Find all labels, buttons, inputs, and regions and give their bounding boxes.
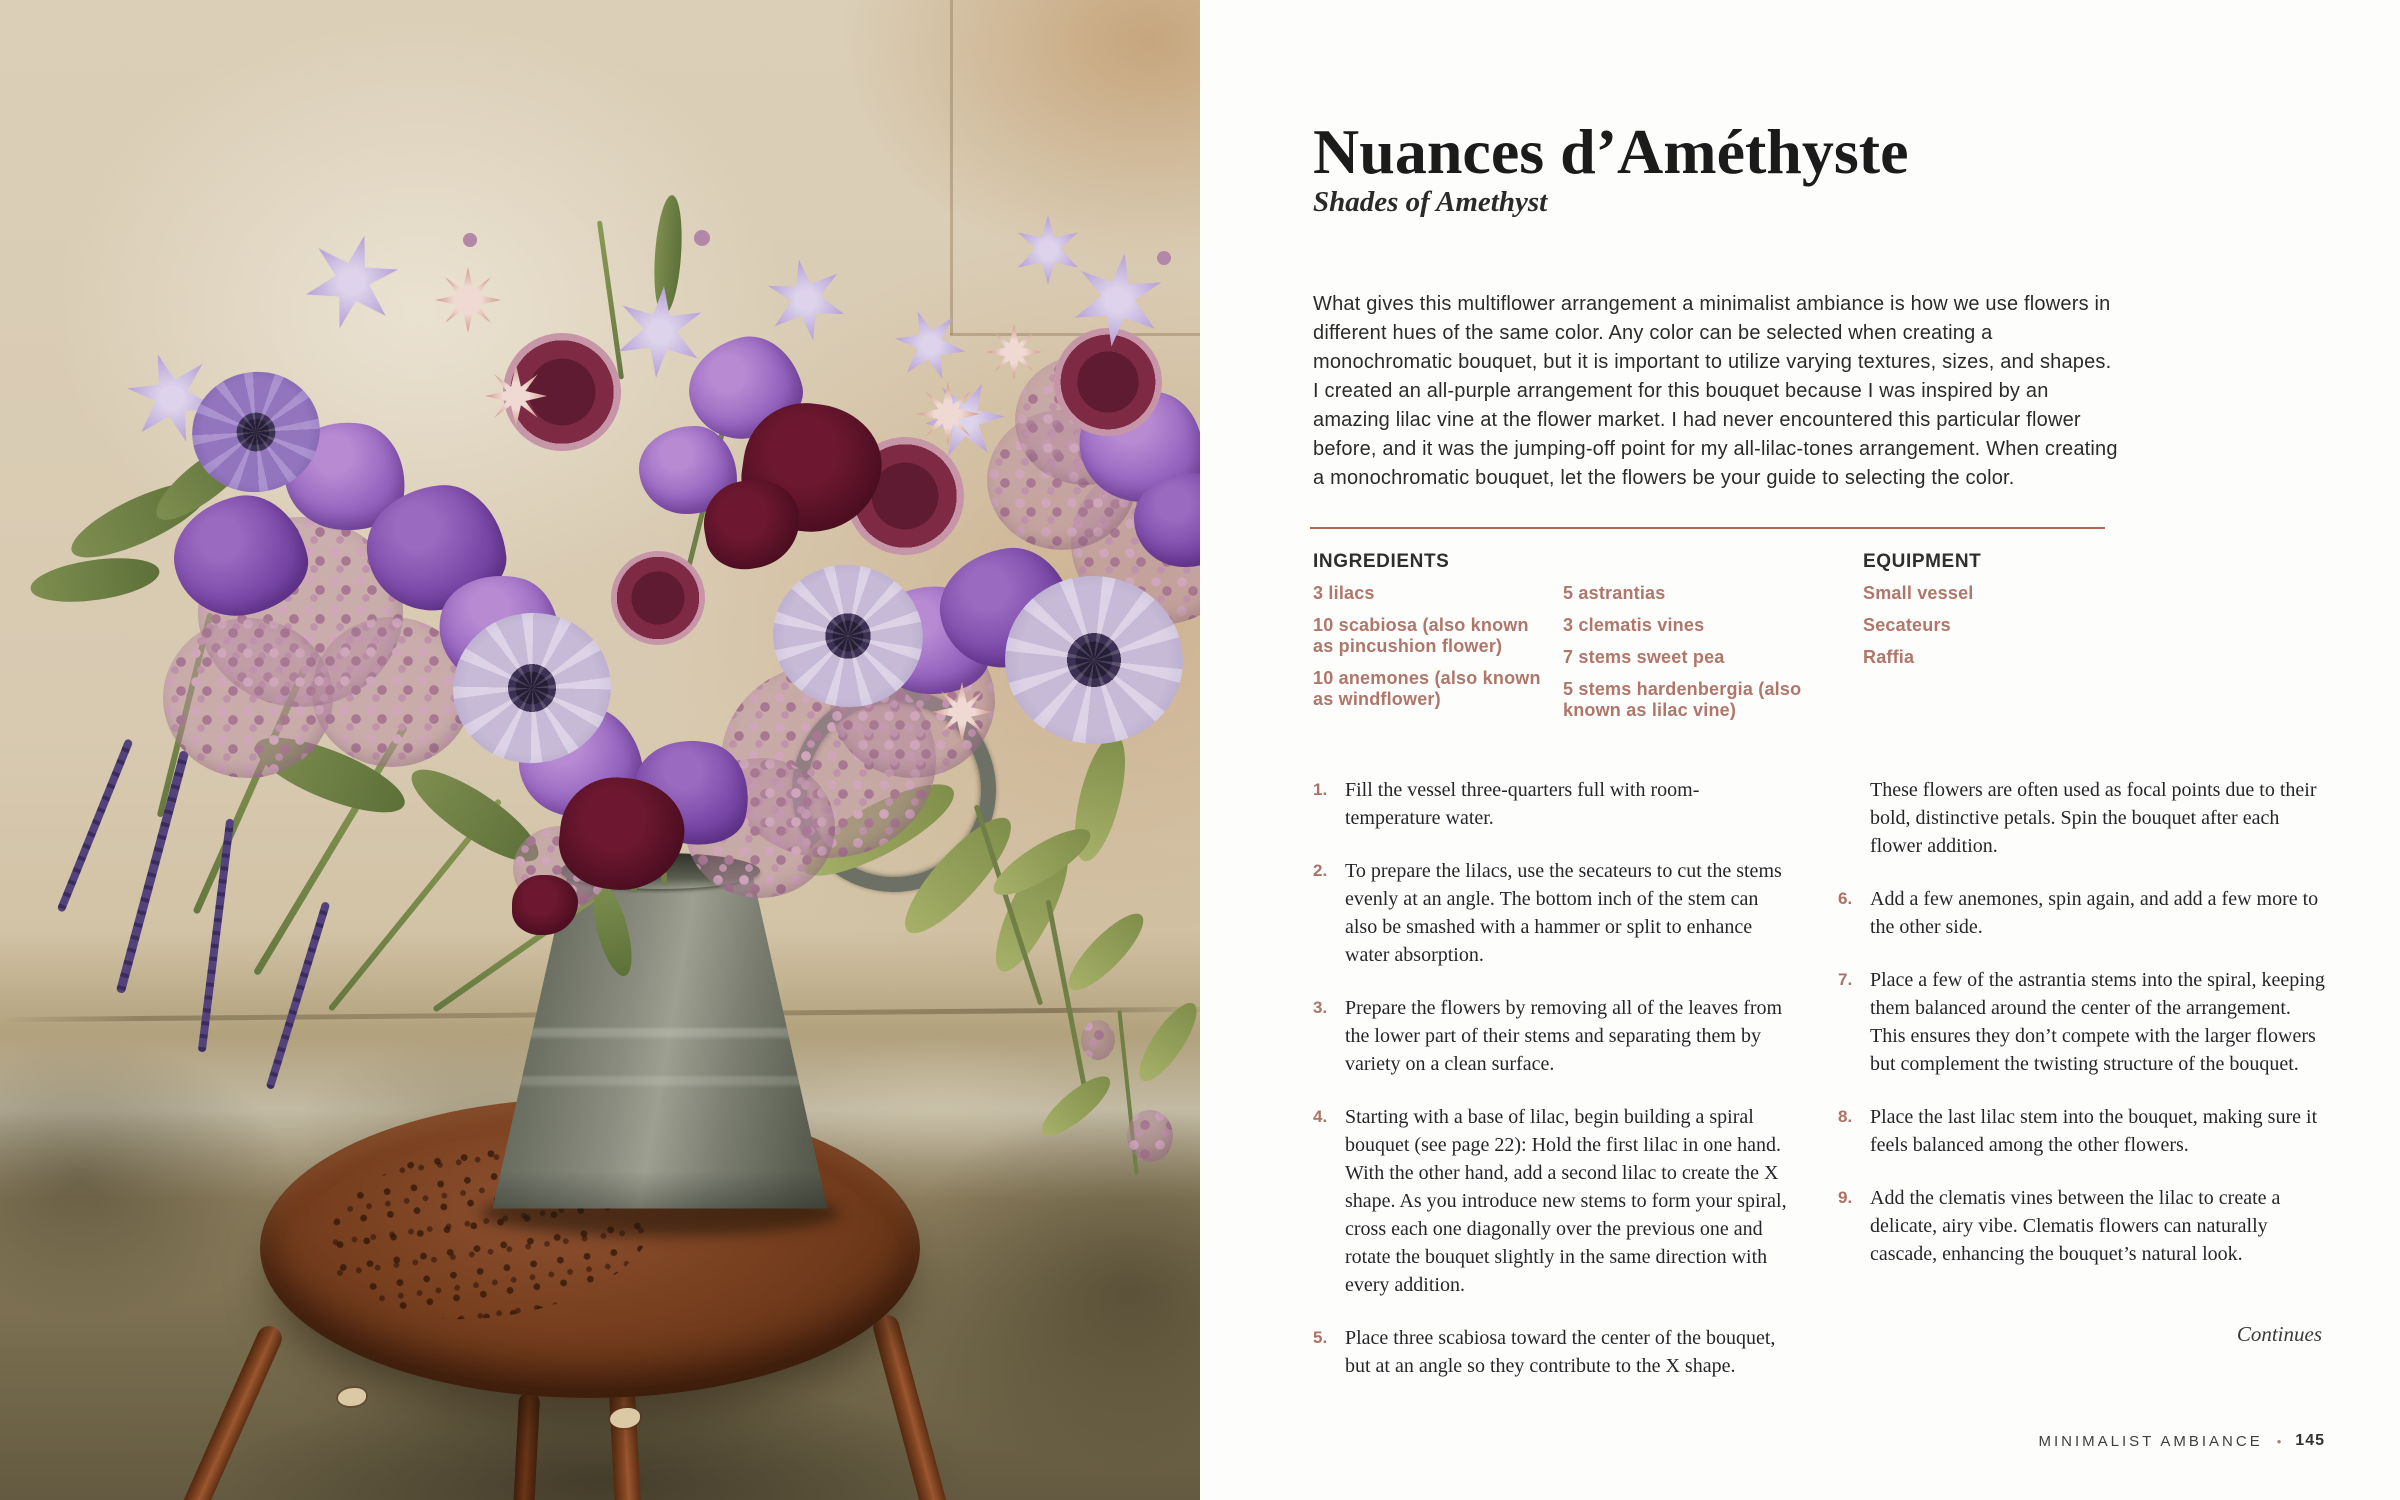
step-number: 5. xyxy=(1313,1328,1328,1347)
intro-paragraph: What gives this multiflower arrangement a minimalist ambiance is how we use flowers in different hues of the same color. Any color can be selected when creating a monochromatic bouquet, but it is important to utilize varying textures, sizes, and shapes. I created an all-purple arrangement for this bouquet because I was inspired by an amazing lilac vine at the flower market. I had never encountered this particular flower before, and it was the jumping-off point for my all-lilac-tones arrangement. When creating a monochromatic bouquet, let the flowers be your guide to selecting the color. xyxy=(1313,293,2118,489)
wine-flower xyxy=(512,875,578,935)
leaf-flower xyxy=(651,194,685,316)
step-item xyxy=(1313,994,1793,1078)
clematis-flower xyxy=(293,223,411,341)
ingredient-item: 7 stems sweet pea xyxy=(1563,647,1725,667)
footer-page-number: 145 xyxy=(2295,1432,2325,1449)
step-text: Prepare the flowers by removing all of the leaves from the lower part of their stems and separating them by variety on a clean surface. xyxy=(1345,997,1783,1075)
leaf-flower xyxy=(1130,995,1200,1088)
footer-dot-icon: • xyxy=(2276,1433,2282,1449)
page-subtitle: Shades of Amethyst xyxy=(1313,186,1548,219)
scabiosa-flower xyxy=(1054,328,1162,436)
step-item xyxy=(1838,1184,2327,1268)
step-item xyxy=(1313,1324,1793,1380)
vine-flower xyxy=(115,750,188,994)
step-item xyxy=(1838,1103,2327,1159)
step-text: Starting with a base of lilac, begin building a spiral bouquet (see page 22): Hold the first lilac in one hand. With the other hand, add a second lilac to create the X shape. As you introduce new stems to form your spiral, cross each one diagonally over the previous one and rotate the bouquet slightly in the same direction with every addition. xyxy=(1345,1106,1787,1296)
equipment-heading: EQUIPMENT xyxy=(1863,551,1982,572)
step-number: 1. xyxy=(1313,780,1328,799)
ingredients-heading: INGREDIENTS xyxy=(1313,551,1450,572)
step-item xyxy=(1838,885,2327,941)
page-title: Nuances d’Améthyste xyxy=(1313,115,1909,187)
ingredient-item: 10 scabiosa (also known as pincushion flower) xyxy=(1313,615,1529,656)
bud-flower xyxy=(1157,251,1171,265)
step-number: 9. xyxy=(1838,1188,1853,1207)
astrantia-flower xyxy=(932,682,992,742)
leaf-flower xyxy=(28,551,162,609)
recipe-page xyxy=(1200,0,2400,1500)
step-text: Fill the vessel three-quarters full with room-temperature water. xyxy=(1345,779,1700,829)
ingredients-column-1 xyxy=(1313,583,1549,721)
step-item xyxy=(1313,1103,1793,1299)
equipment-item: Secateurs xyxy=(1863,615,1951,635)
bud-flower xyxy=(694,230,710,246)
astrantia-flower xyxy=(435,267,501,333)
vine-flower xyxy=(266,901,331,1090)
step-number: 6. xyxy=(1838,889,1853,908)
ingredient-item: 5 stems hardenbergia (also known as lilac vine) xyxy=(1563,679,1802,720)
step-continuation-text: These flowers are often used as focal points due to their bold, distinctive petals. Spin the bouquet after each flower addition. xyxy=(1870,779,2317,857)
bud-flower xyxy=(463,233,477,247)
page-footer xyxy=(2038,1432,2325,1450)
stem-flower xyxy=(1045,899,1091,1111)
step-number: 8. xyxy=(1838,1107,1853,1126)
lilac-flower xyxy=(163,618,333,778)
clematis-flower xyxy=(884,299,976,391)
lilac-flower xyxy=(1127,1110,1173,1162)
clematis-flower xyxy=(759,253,854,348)
equipment-item: Small vessel xyxy=(1863,583,1974,603)
equipment-column xyxy=(1863,583,2113,679)
step-number: 7. xyxy=(1838,970,1853,989)
steps-column-left xyxy=(1313,776,1793,1405)
step-number: 2. xyxy=(1313,861,1328,880)
ingredient-item: 3 lilacs xyxy=(1313,583,1375,603)
leaf-flower xyxy=(1034,1068,1118,1145)
equipment-item: Raffia xyxy=(1863,647,1915,667)
footer-section-label: MINIMALIST AMBIANCE xyxy=(2038,1432,2263,1450)
astrantia-flower xyxy=(986,324,1042,380)
step-text: Place three scabiosa toward the center of the bouquet, but at an angle so they contribute to the X shape. xyxy=(1345,1327,1776,1377)
section-divider xyxy=(1310,527,2105,529)
step-text: Place the last lilac stem into the bouquet, making sure it feels balanced among the other flowers. xyxy=(1870,1106,2318,1156)
clematis-flower xyxy=(1013,215,1083,285)
ingredient-item: 5 astrantias xyxy=(1563,583,1666,603)
scabiosa-flower xyxy=(611,551,705,645)
ingredients-column-2 xyxy=(1563,583,1819,732)
continues-label: Continues xyxy=(2236,1322,2322,1346)
ingredient-item: 3 clematis vines xyxy=(1563,615,1705,635)
step-number: 4. xyxy=(1313,1107,1328,1126)
vine-flower xyxy=(198,818,235,1052)
step-text: Place a few of the astrantia stems into the spiral, keeping them balanced around the center of the arrangement. This ensures they don’t compete with the larger flowers but complement the twisting structure of the bouquet. xyxy=(1870,969,2325,1075)
step-text: To prepare the lilacs, use the secateurs to cut the stems evenly at an angle. The bottom inch of the stem can also be smashed with a hammer or split to enhance water absorption. xyxy=(1345,860,1782,966)
step-item xyxy=(1313,776,1793,832)
ingredient-item: 10 anemones (also known as windflower) xyxy=(1313,668,1541,709)
vine-flower xyxy=(57,738,134,913)
leaf-flower xyxy=(1059,904,1153,1000)
step-item xyxy=(1313,857,1793,969)
steps-column-right xyxy=(1838,776,2327,1293)
step-text: Add a few anemones, spin again, and add a few more to the other side. xyxy=(1870,888,2319,938)
step-text: Add the clematis vines between the lilac to create a delicate, airy vibe. Clematis flowers can naturally cascade, enhancing the bouquet’s natural look. xyxy=(1870,1187,2281,1265)
step-item xyxy=(1838,966,2327,1078)
lilac-flower xyxy=(1081,1020,1115,1060)
step-number: 3. xyxy=(1313,998,1328,1017)
